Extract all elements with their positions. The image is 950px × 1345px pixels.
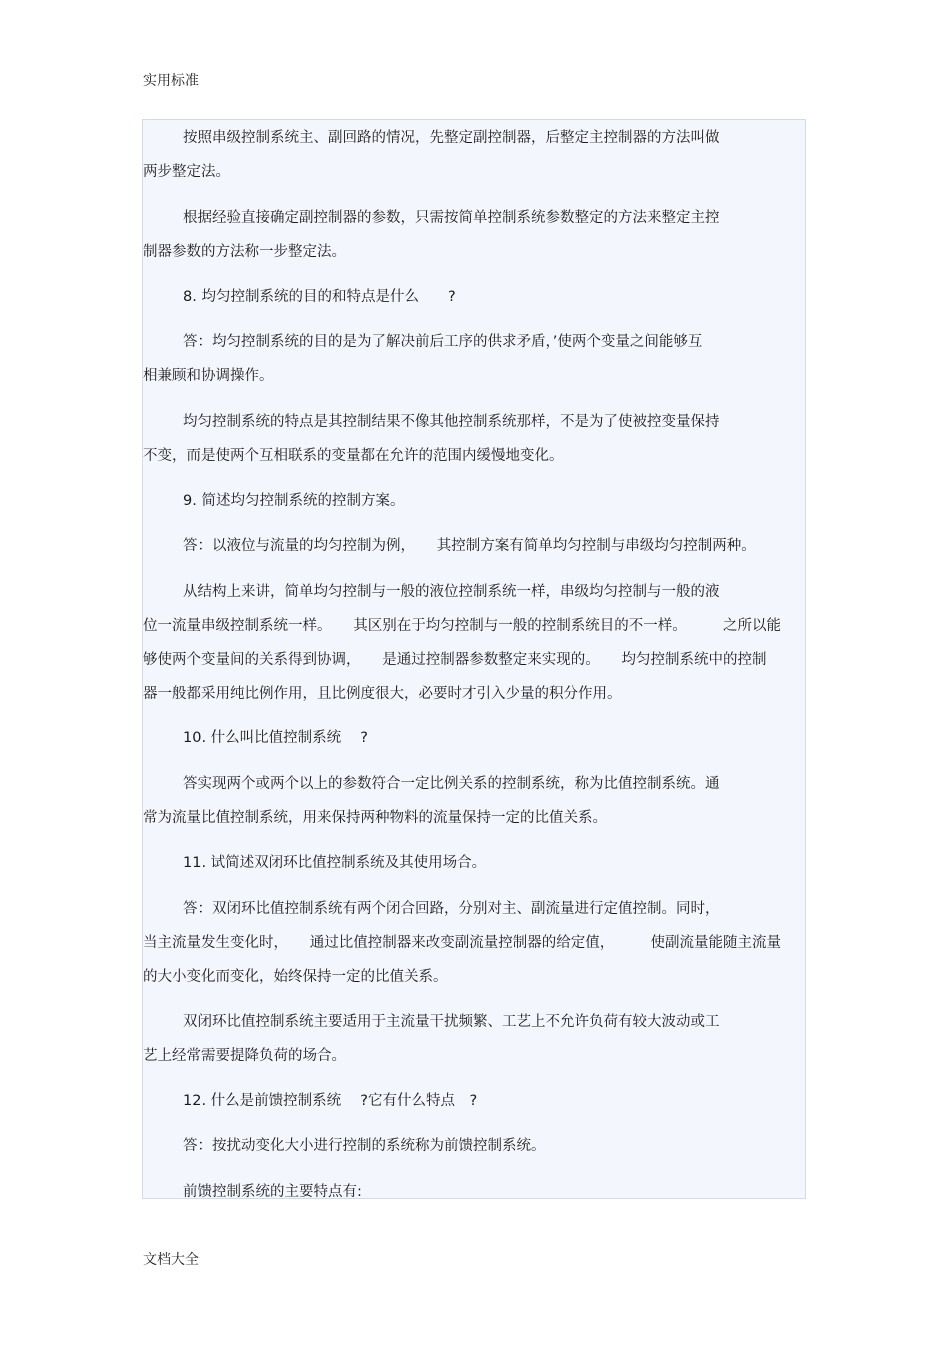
text-line: 制器参数的方法称一步整定法。 [143,244,346,260]
document-content [142,119,806,1199]
text-line: 答：以液位与流量的均匀控制为例， 其控制方案有简单均匀控制与串级均匀控制两种。 [183,538,756,554]
page-footer: 文档大全 [143,1252,199,1268]
paragraph-two-step-tuning [143,121,806,189]
answer-12 [143,1129,806,1163]
question-text: 11. 试简述双闭环比值控制系统及其使用场合。 [183,855,487,871]
text-line: 艺上经常需要提降负荷的场合。 [143,1048,346,1064]
text-line: 的大小变化而变化，始终保持一定的比值关系。 [143,969,448,985]
question-8 [143,280,806,314]
text-line: 前馈控制系统的主要特点有: [183,1184,362,1199]
question-12 [143,1084,806,1118]
question-text: 9. 简述均匀控制系统的控制方案。 [183,493,405,509]
text-line: 相兼顾和协调操作。 [143,368,274,384]
text-line: 当主流量发生变化时， 通过比值控制器来改变副流量控制器的给定值， 使副流量能随主流量 [143,935,781,951]
text-line: 双闭环比值控制系统主要适用于主流量干扰频繁、工艺上不允许负荷有较大波动或工 [183,1014,720,1030]
answer-8-features [143,405,806,473]
text-line: 答实现两个或两个以上的参数符合一定比例关系的控制系统，称为比值控制系统。通 [183,776,720,792]
text-line: 根据经验直接确定副控制器的参数，只需按简单控制系统参数整定的方法来整定主控 [183,210,720,226]
page-header: 实用标准 [143,73,199,89]
text-line: 位一流量串级控制系统一样。 其区别在于均匀控制与一般的控制系统目的不一样。 之所以能 [143,618,781,634]
text-line: 两步整定法。 [143,164,230,180]
question-text: 8. 均匀控制系统的目的和特点是什么 ? [183,289,456,305]
question-9 [143,484,806,518]
answer-11 [143,892,806,994]
text-line: 答：均匀控制系统的目的是为了解决前后工序的供求矛盾，’使两个变量之间能够互 [183,334,703,350]
text-line: 答：按扰动变化大小进行控制的系统称为前馈控制系统。 [183,1138,546,1154]
answer-9-structure [143,575,806,711]
question-10 [143,721,806,755]
text-line: 均匀控制系统的特点是其控制结果不像其他控制系统那样，不是为了使被控变量保持 [183,414,720,430]
text-line: 常为流量比值控制系统，用来保持两种物料的流量保持一定的比值关系。 [143,810,607,826]
text-line: 按照串级控制系统主、副回路的情况，先整定副控制器，后整定主控制器的方法叫做 [183,130,720,146]
question-11 [143,846,806,880]
answer-12-features-heading [143,1175,806,1199]
text-line: 器一般都采用纯比例作用，且比例度很大，必要时才引入少量的积分作用。 [143,686,622,702]
answer-11-usage [143,1005,806,1073]
text-line: 从结构上来讲，简单均匀控制与一般的液位控制系统一样，串级均匀控制与一般的液 [183,584,720,600]
answer-9 [143,529,806,563]
text-line: 不变，而是使两个互相联系的变量都在允许的范围内缓慢地变化。 [143,448,564,464]
answer-8-purpose [143,325,806,393]
paragraph-one-step-tuning [143,201,806,269]
answer-10 [143,767,806,835]
question-text: 10. 什么叫比值控制系统 ? [183,730,368,746]
text-line: 够使两个变量间的关系得到协调， 是通过控制器参数整定来实现的。 均匀控制系统中的控制 [143,652,767,668]
question-text: 12. 什么是前馈控制系统 ?它有什么特点 ? [183,1093,478,1109]
text-line: 答：双闭环比值控制系统有两个闭合回路，分别对主、副流量进行定值控制。同时， [183,901,720,917]
